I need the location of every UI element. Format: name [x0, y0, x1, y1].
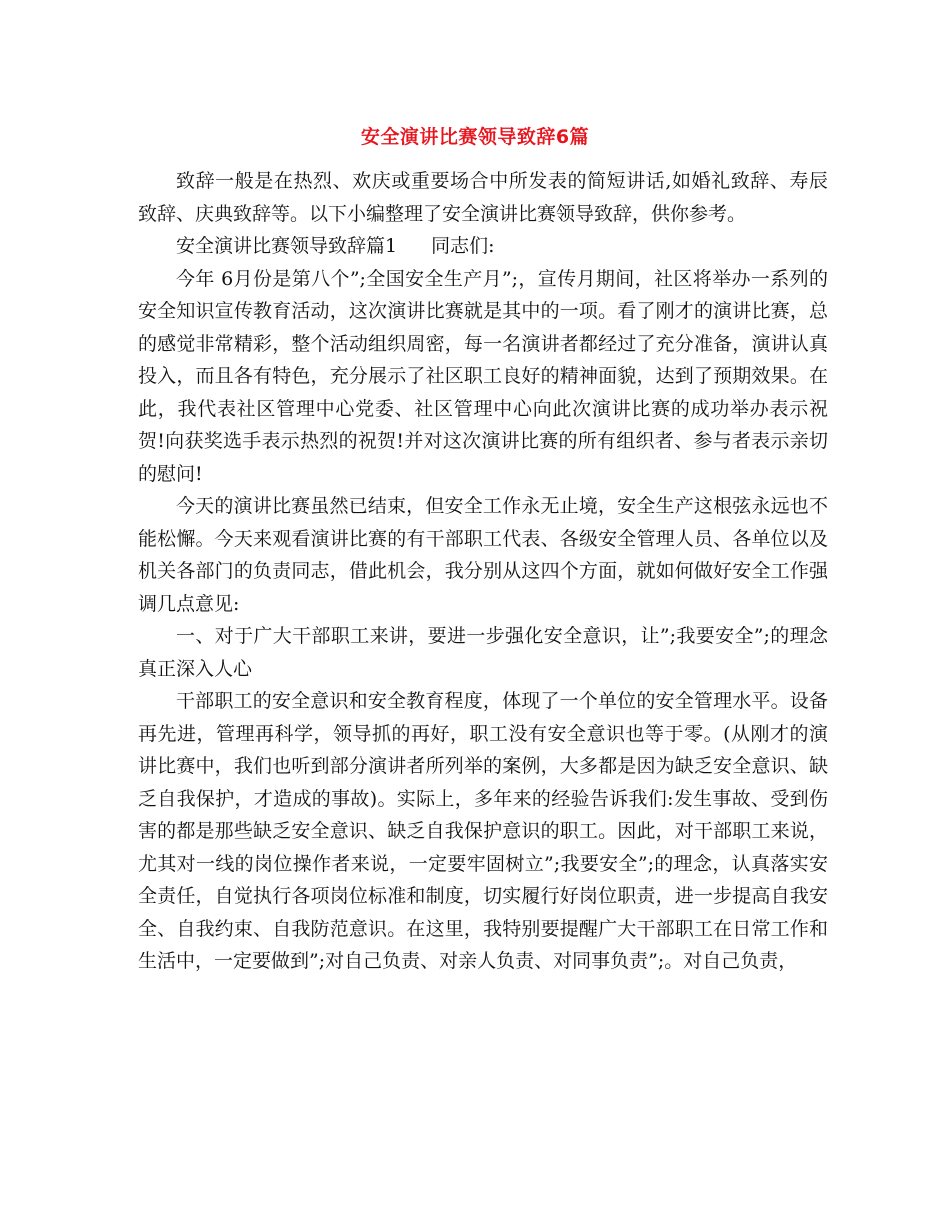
intro-paragraph: 致辞一般是在热烈、欢庆或重要场合中所发表的简短讲话,如婚礼致辞、寿辰致辞、庆典致辞等。以下小编整理了安全演讲比赛领导致辞，供你参考。 [138, 170, 828, 225]
section-heading: 安全演讲比赛领导致辞篇1 [176, 235, 398, 257]
body-paragraph-3: 一、对于广大干部职工来讲，要进一步强化安全意识，让”;我要安全”;的理念真正深入人心 [138, 625, 828, 680]
document-title: 安全演讲比赛领导致辞6篇 [360, 126, 590, 148]
document-body [138, 165, 828, 978]
salutation: 同志们: [431, 235, 495, 257]
section-heading-line [138, 230, 828, 263]
body-paragraph-2: 今天的演讲比赛虽然已结束，但安全工作永无止境，安全生产这根弦永远也不能松懈。今天来观看演讲比赛的有干部职工代表、各级安全管理人员、各单位以及机关各部门的负责同志，借此机会，我分别从这四个方面，就如何做好安全工作强调几点意见: [138, 495, 828, 615]
body-paragraph-4: 干部职工的安全意识和安全教育程度，体现了一个单位的安全管理水平。设备再先进，管理再科学，领导抓的再好，职工没有安全意识也等于零。(从刚才的演讲比赛中，我们也听到部分演讲者所列举的案例，大多都是因为缺乏安全意识、缺乏自我保护，才造成的事故)。实际上，多年来的经验告诉我们:发生事故、受到伤害的都是那些缺乏安全意识、缺乏自我保护意识的职工。因此，对干部职工来说，尤其对一线的岗位操作者来说，一定要牢固树立”;我要安全”;的理念，认真落实安全责任，自觉执行各项岗位标准和制度，切实履行好岗位职责，进一步提高自我安全、自我约束、自我防范意识。在这里，我特别要提醒广大干部职工在日常工作和生活中，一定要做到”;对自己负责、对亲人负责、对同事负责”;。对自己负责， [138, 690, 828, 972]
body-paragraph-1: 今年 6月份是第八个”;全国安全生产月”;，宣传月期间，社区将举办一系列的安全知识宣传教育活动，这次演讲比赛就是其中的一项。看了刚才的演讲比赛，总的感觉非常精彩，整个活动组织周密，每一名演讲者都经过了充分准备，演讲认真投入，而且各有特色，充分展示了社区职工良好的精神面貌，达到了预期效果。在此，我代表社区管理中心党委、社区管理中心向此次演讲比赛的成功举办表示祝贺!向获奖选手表示热烈的祝贺!并对这次演讲比赛的所有组织者、参与者表示亲切的慰问! [138, 267, 828, 485]
